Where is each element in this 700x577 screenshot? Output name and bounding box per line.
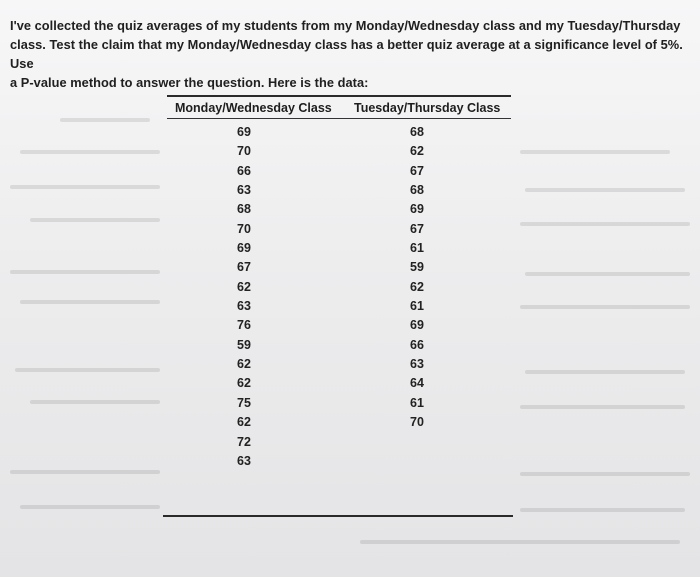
mw-cell: 69 [237, 125, 251, 139]
tt-cell: 62 [410, 144, 424, 159]
header-monday-wednesday: Monday/Wednesday Class [175, 101, 332, 115]
tt-cell: 67 [410, 221, 424, 236]
tt-cell: 68 [410, 183, 424, 198]
mw-cell: 76 [237, 318, 251, 333]
table-top-rule [167, 95, 511, 97]
mw-cell: 62 [237, 415, 251, 430]
mw-cell: 63 [237, 299, 251, 314]
mw-cell: 70 [237, 221, 251, 236]
column-monday-wednesday [214, 123, 274, 471]
tt-cell: 69 [410, 318, 424, 333]
mw-cell: 59 [237, 337, 251, 352]
question-line-2: class. Test the claim that my Monday/Wednesday class has a better quiz average at a significance level of 5%. Use [10, 37, 683, 71]
tt-cell: 61 [410, 241, 424, 256]
question-line-1: I've collected the quiz averages of my students from my Monday/Wednesday class and my Tuesday/Thursday [10, 18, 681, 33]
mw-cell: 67 [237, 260, 251, 275]
table-header-rule [167, 118, 511, 119]
header-tuesday-thursday: Tuesday/Thursday Class [354, 101, 501, 115]
mw-cell: 62 [237, 376, 251, 391]
mw-cell: 63 [237, 183, 251, 198]
column-tuesday-thursday [387, 123, 447, 433]
question-line-3: a P-value method to answer the question. Here is the data: [10, 75, 369, 90]
tt-cell: 59 [410, 260, 424, 275]
tt-cell: 68 [410, 125, 424, 139]
tt-cell: 69 [410, 202, 424, 217]
question-text [10, 16, 690, 92]
mw-cell: 72 [237, 434, 251, 449]
mw-cell: 63 [237, 453, 251, 468]
mw-cell: 75 [237, 395, 251, 410]
tt-cell: 70 [410, 415, 424, 430]
mw-cell: 69 [237, 241, 251, 256]
tt-cell: 66 [410, 337, 424, 352]
mw-cell: 70 [237, 144, 251, 159]
mw-cell: 62 [237, 357, 251, 372]
tt-cell: 62 [410, 279, 424, 294]
tt-cell: 63 [410, 357, 424, 372]
tt-cell: 61 [410, 395, 424, 410]
mw-cell: 66 [237, 163, 251, 178]
tt-cell: 61 [410, 299, 424, 314]
tt-cell: 67 [410, 163, 424, 178]
mw-cell: 68 [237, 202, 251, 217]
tt-cell: 64 [410, 376, 424, 391]
mw-cell: 62 [237, 279, 251, 294]
table-bottom-rule [163, 515, 513, 517]
